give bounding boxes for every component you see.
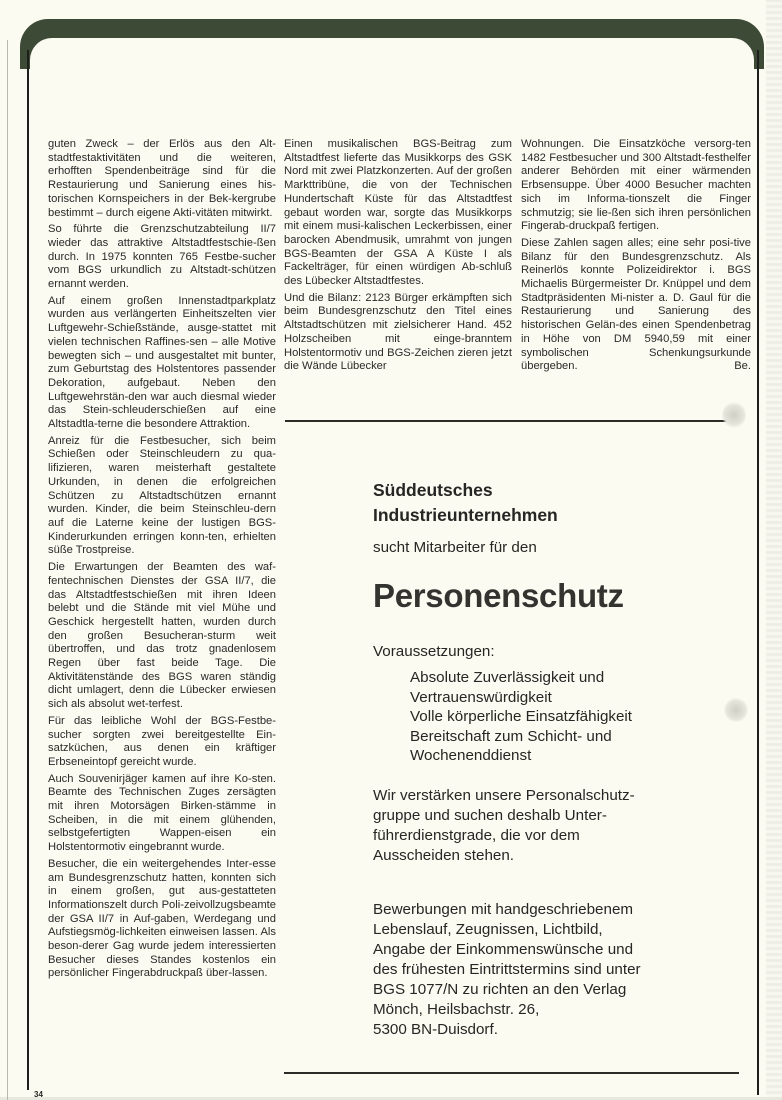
ad-title: Personenschutz [373, 577, 624, 614]
ad-requirements-label: Voraussetzungen: [373, 643, 495, 660]
ad-description [373, 786, 713, 866]
requirement-line: Bereitschaft zum Schicht- und [410, 727, 612, 745]
ad-application-line: des frühesten Eintrittstermins sind unter [373, 960, 641, 978]
ad-application-line: Lebenslauf, Zeugnissen, Lichtbild, [373, 920, 603, 938]
ad-requirements-list [410, 668, 713, 766]
ad-description-line: gruppe und suchen deshalb Unter- [373, 806, 607, 824]
ad-application-line: Angabe der Einkommenswünsche und [373, 940, 634, 958]
header-frame-inner [30, 38, 754, 98]
paragraph: Die Erwartungen der Beamten des waf-fentechnischen Dienstes der GSA II/7, die das Altstadtfestschießen mit ihren Ideen belebt und die Stände mit viel Mühe und Geschick hergestellt hatten, wurden durch den großen Besucheran-sturm weit übertroffen, und das trotz gnadenlosem Regen über fast beide Tage. Die Aktivitätenstände des BGS waren ständig dicht umlagert, denn die Lübecker erwiesen sich als absolut wet-terfest. [48, 561, 276, 711]
paragraph: Anreiz für die Festbesucher, sich beim Schießen oder Steinschleudern zu qua-lifizieren, waren meisterhaft gestaltete Urkunden, in denen die erfolgreichen Schützen zu Altstadtschützen ernannt wurden. Kinder, die beim Steinschleu-dern auf die Laterne keine der lustigen BGS-Kinderurkunden erringen konn-ten, erhielten süße Trostpreise. [48, 434, 276, 557]
article-column-2 [284, 138, 512, 377]
print-smudge [724, 698, 748, 722]
ad-company-line-2: Industrieunternehmen [373, 505, 558, 525]
requirement-line: Vertrauenswürdigkeit [410, 688, 552, 706]
frame-right-border [757, 50, 759, 1095]
ad-application-line: Mönch, Heilsbachstr. 26, [373, 1000, 540, 1018]
paragraph-with-author-signature: Diese Zahlen sagen alles; eine sehr posi-tive Bilanz für den Bundesgrenzschutz. Als Reinerlös konnte Polizeidirektor i. BGS Michaelis Bürgermeister Dr. Knüppel und dem Stadtpräsidenten Mi-nister a. D. Gaul für die Restaurierung und Sanierung des historischen Gelän-des einen Spendenbetrag in Höhe von DM 5940,59 mit einer symbolischen Schenkungsurkunde übergeben. Be. [521, 236, 751, 373]
job-advertisement [373, 478, 713, 1040]
paragraph: Besucher, die ein weitergehendes Inter-esse am Bundesgrenzschutz hatten, konnten sich in einem großen, gut aus-gestatteten Informationszelt durch Poli-zeivollzugsbeamte der GSA II/7 in Auf-gaben, Werdegang und Aufstiegsmög-lichkeiten einweisen lassen. Als beson-derer Gag wurde jedem interessierten Besucher dieses Standes kostenlos ein persönlicher Fingerabdruckpaß über-lassen. [48, 857, 276, 980]
paragraph: Wohnungen. Die Einsatzköche versorg-ten 1482 Festbesucher und 300 Altstadt-festhelfer anderer Behörden mit einer wärmenden Erbsensuppe. Über 4000 Besucher machten sich im Informa-tionszelt die Finger schmutzig; sie lie-ßen sich ihren persönlichen Fingerab-druckpaß fertigen. [521, 138, 751, 233]
ad-description-line: Wir verstärken unsere Personalschutz- [373, 786, 635, 804]
requirement-line: Wochenenddienst [410, 747, 532, 764]
adjacent-page-edge [766, 0, 782, 1100]
paragraph: So führte die Grenzschutzabteilung II/7 wieder das attraktive Altstadtfestschie-ßen durch. In 1975 konnten 765 Festbe-sucher vom BGS urkundlich zu Altstadt-schützen ernannt werden. [48, 223, 276, 291]
article-column-1 [48, 138, 276, 984]
ad-application-line: 5300 BN-Duisdorf. [373, 1020, 498, 1038]
requirement-line: Volle körperliche Einsatzfähigkeit [410, 708, 633, 725]
left-margin-line [7, 40, 8, 1100]
ad-subheading: sucht Mitarbeiter für den [373, 539, 537, 556]
paragraph: Auch Souvenirjäger kamen auf ihre Ko-sten. Beamte des Technischen Zuges zersägten mit ihren Motorsägen Birken-stämme in Scheiben, in die mit einem glühenden, selbstgefertigten Wappen-eisen ein Holstentormotiv eingebrannt wurde. [48, 772, 276, 854]
page-number: 34 [34, 1090, 43, 1099]
paragraph: Und die Bilanz: 2123 Bürger erkämpften sich beim Bundesgrenzschutz den Titel eines Altstadtschützen mit zielsicherer Hand. 452 Holzscheiben mit einge-branntem Holstentormotiv und BGS-Zeichen zieren jetzt die Wände Lübecker [284, 291, 512, 373]
requirement-line: Absolute Zuverlässigkeit und [410, 669, 605, 686]
ad-bottom-rule [284, 1072, 739, 1074]
article-column-3 [521, 138, 751, 377]
ad-description-line: führerdienstgrade, die vor dem [373, 826, 580, 844]
print-smudge [722, 402, 746, 428]
ad-company-line-1: Süddeutsches [373, 480, 493, 500]
frame-left-border [27, 50, 29, 1090]
paragraph: Auf einem großen Innenstadtparkplatz wurden aus verlängerten Einheitszelten vier Luftgewehr-Schießstände, ausge-stattet mit vielen technischen Raffines-sen – alle Motive bewegten sich – und ausgestaltet mit bunter, zum Geburtstag des Holstentores passender Dekoration, aufgebaut. Neben den Luftgewehrstän-den war auch diesmal wieder das Stein-schleuderschießen auf eine Altstadtla-terne die besondere Attraktion. [48, 294, 276, 431]
ad-application-line: BGS 1077/N zu richten an den Verlag [373, 980, 627, 998]
ad-top-rule [285, 420, 730, 422]
ad-application-info [373, 900, 713, 1040]
paragraph: Einen musikalischen BGS-Beitrag zum Altstadtfest lieferte das Musikkorps des GSK Nord mit zwei Platzkonzerten. Auf der großen Markttribüne, die von der Technischen Hundertschaft Küste für das Altstadtfest gebaut worden war, sorgte das Musikkorps mit einem musi-kalischen Leckerbissen, einer barocken Abendmusik, umrahmt von jungen BGS-Beamten der GSA A Küste I als Fackelträger, für einen würdigen Ab-schluß des Lübecker Altstadtfestes. [284, 138, 512, 288]
paragraph: guten Zweck – der Erlös aus den Alt-stadtfestaktivitäten und die weiteren, erhofften Spendenbeiträge sind für die Restaurierung und Sanierung eines his-torischen Kornspeichers in der Bek-kergrube bestimmt – durch eigene Akti-vitäten mitwirkt. [48, 138, 276, 219]
ad-application-line: Bewerbungen mit handgeschriebenem [373, 900, 634, 918]
paragraph: Für das leibliche Wohl der BGS-Festbe-sucher sorgten zwei bereitgestellte Ein-satzküchen, aus denen ein kräftiger Erbseneintopf gereicht wurde. [48, 714, 276, 768]
ad-description-line: Ausscheiden stehen. [373, 846, 515, 864]
